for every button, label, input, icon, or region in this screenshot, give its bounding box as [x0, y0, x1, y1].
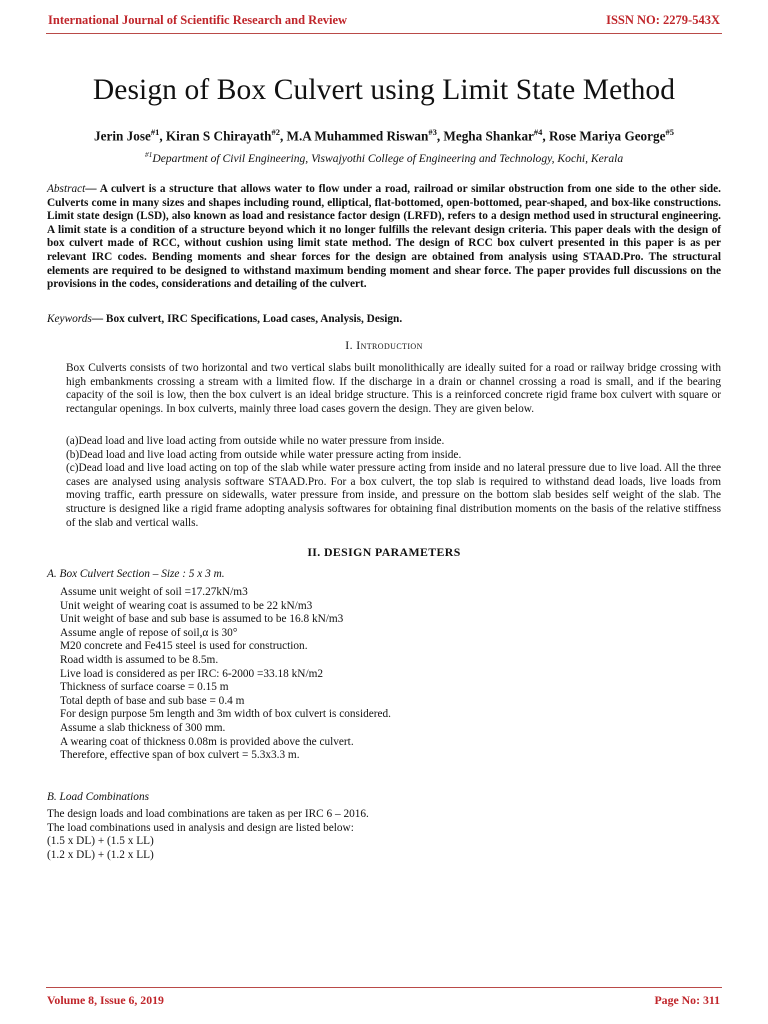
journal-name: International Journal of Scientific Research and Review [48, 13, 348, 27]
author-affiliation-marker: #4 [533, 127, 543, 137]
author-name: M.A Muhammed Riswan [286, 128, 429, 144]
parameter-line: Thickness of surface coarse = 0.15 m [60, 681, 229, 694]
keywords-label: Keywords [47, 313, 92, 325]
author-separator: , [159, 128, 166, 144]
parameter-line: Road width is assumed to be 8.5m. [60, 653, 219, 666]
author-separator: , [436, 128, 444, 144]
paper-title: Design of Box Culvert using Limit State Method [92, 74, 676, 106]
section-heading-introduction: I. Introduction [345, 338, 423, 352]
affiliation-text: Department of Civil Engineering, Viswajyothi College of Engineering and Technology, Kochi, Kerala [152, 151, 624, 165]
abstract [47, 183, 721, 292]
load-combination-line: (1.5 x DL) + (1.5 x LL) [47, 835, 154, 848]
footer-divider [46, 987, 722, 988]
abstract-text: A culvert is a structure that allows water to flow under a road, railroad or similar obstruction from one side to the other side. Culverts come in many sizes and shapes including round, elliptical, flat-bottomed, open-bottomed, pear-shaped, and box-like constructions. Limit state design (LSD), also known as load and resistance factor design (LRFD), refers to a design method used in structural engineering. A limit state is a condition of a structure beyond which it no longer fulfills the relevant design criteria. This paper deals with the design of box culvert made of RCC, without cushion using limit state method. The design of RCC box culvert presented in this paper is as per relevant IRC codes. Bending moments and shear forces for the design are obtained from analysis using STAAD.Pro. The structural elements are required to be designed to withstand maximum bending moment and shear force. The paper provides full discussions on the provisions in the codes, considerations and detailing of the culvert. [47, 183, 721, 291]
parameter-line: Unit weight of base and sub base is assumed to be 16.8 kN/m3 [60, 613, 344, 626]
load-case-item: (c)Dead load and live load acting on top of the slab while water pressure acting from inside and no lateral pressure due to live load. All the three cases are analysed using analysis software STAAD.Pro. For a box culvert, the top slab is required to withstand dead loads, live loads from moving traffic, earth pressure on sidewalls, water pressure from inside, and pressure on the bottom slab besides self weight of the slab. The structure is designed like a rigid frame adopting analysis softwares for obtaining final distribution moments on the basis of the relative stiffness of the slab and vertical walls. [66, 462, 721, 529]
parameter-line: Unit weight of wearing coat is assumed to be 22 kN/m3 [60, 599, 313, 612]
author-name: Jerin Jose [94, 128, 151, 144]
page-number: Page No: 311 [654, 993, 720, 1007]
author-name: Megha Shankar [443, 128, 534, 144]
parameter-line: Assume unit weight of soil =17.27kN/m3 [60, 586, 248, 598]
affiliation [0, 150, 768, 165]
header-divider [46, 33, 722, 34]
author-list [0, 127, 768, 144]
author-affiliation-marker: #1 [150, 127, 160, 137]
parameter-line: Assume angle of repose of soil,α is 30° [60, 626, 238, 639]
keywords-text: Box culvert, IRC Specifications, Load cases, Analysis, Design. [105, 313, 403, 325]
load-case-item: (a)Dead load and live load acting from outside while no water pressure from inside. [66, 435, 445, 447]
parameter-line: Live load is considered as per IRC: 6-2000 =33.18 kN/m2 [60, 667, 324, 680]
abstract-label: Abstract [47, 183, 86, 195]
parameter-line: M20 concrete and Fe415 steel is used for construction. [60, 640, 308, 653]
subsection-heading-load-combinations: B. Load Combinations [47, 791, 149, 803]
introduction-paragraph: Box Culverts consists of two horizontal and two vertical slabs built monolithically are ideally suited for a road or railway bridge crossing with high embankments crossing a stream with a limited flow. If the discharge in a drain or channel crossing a road is small, and if the bearing capacity of the soil is low, then the box culvert is an ideal bridge structure. This is a reinforced concrete rigid frame box culvert with square or rectangular openings. In box culverts, mainly three load cases govern the design. They are given below. [66, 362, 721, 415]
author-name: Kiran S Chirayath [165, 128, 272, 144]
parameter-line: Total depth of base and sub base = 0.4 m [60, 694, 245, 707]
parameter-line: Assume a slab thickness of 300 mm. [60, 721, 226, 734]
parameter-line: For design purpose 5m length and 3m width of box culvert is considered. [60, 708, 392, 721]
author-name: Rose Mariya George [549, 128, 666, 144]
affiliation-marker: #1 [144, 150, 153, 159]
section-heading-design-parameters: II. DESIGN PARAMETERS [307, 545, 461, 559]
abstract-dash: — [85, 183, 100, 195]
subsection-heading-box-culvert-section: A. Box Culvert Section – Size : 5 x 3 m. [47, 568, 225, 580]
author-separator: , [279, 128, 287, 144]
author-affiliation-marker: #5 [665, 127, 674, 137]
load-combination-line: (1.2 x DL) + (1.2 x LL) [47, 848, 154, 861]
load-combination-list [47, 808, 707, 862]
load-case-item: (b)Dead load and live load acting from outside while water pressure acting from inside. [66, 448, 462, 461]
author-separator: , [542, 128, 549, 144]
parameter-line: A wearing coat of thickness 0.08m is provided above the culvert. [60, 735, 354, 748]
volume-issue: Volume 8, Issue 6, 2019 [47, 993, 164, 1007]
keywords [47, 313, 721, 325]
author-affiliation-marker: #2 [271, 127, 280, 137]
issn-number: ISSN NO: 2279-543X [606, 13, 720, 27]
parameter-line: Therefore, effective span of box culvert = 5.3x3.3 m. [60, 749, 300, 762]
load-combination-line: The design loads and load combinations are taken as per IRC 6 – 2016. [47, 808, 369, 820]
keywords-dash: — [91, 313, 106, 325]
load-case-list [66, 435, 721, 530]
design-parameter-list [60, 586, 700, 763]
author-affiliation-marker: #3 [428, 127, 437, 137]
load-combination-line: The load combinations used in analysis and design are listed below: [47, 821, 354, 834]
